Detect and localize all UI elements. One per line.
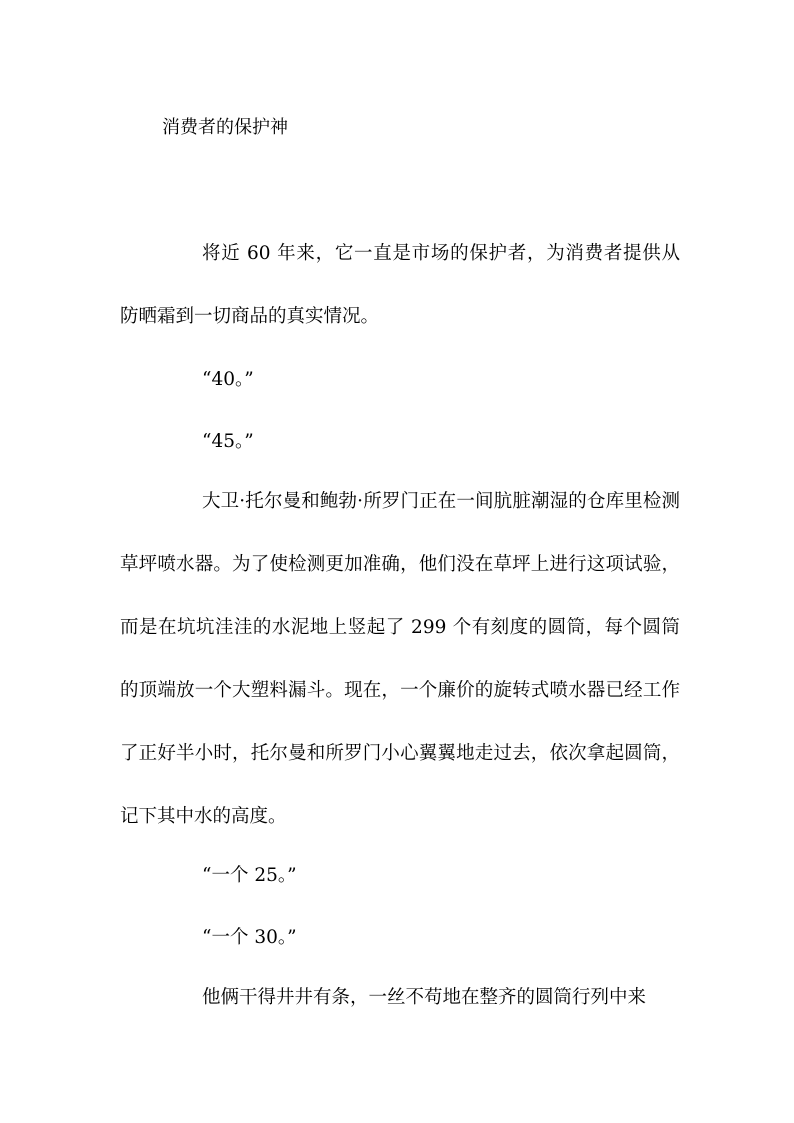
article-title: 消费者的保护神	[162, 117, 288, 138]
paragraph-body: 大卫·托尔曼和鲍勃·所罗门正在一间肮脏潮湿的仓库里检测草坪喷水器。为了使检测更加准确，他们没在草坪上进行这项试验，而是在坑坑洼洼的水泥地上竖起了 299 个有刻度的圆筒，每个圆筒的顶端放一个大塑料漏斗。现在，一个廉价的旋转式喷水器已经工作了正好半小时，托尔曼和所罗门小心翼翼地走过去，依次拿起圆筒，记下其中水的高度。	[120, 491, 680, 827]
paragraph-intro: 将近 60 年来，它一直是市场的保护者，为消费者提供从防晒霜到一切商品的真实情况。	[120, 243, 680, 327]
quote-line: “一个 30。”	[202, 927, 297, 948]
quote-line: “一个 25。”	[202, 865, 297, 886]
quote-line: “40。”	[202, 369, 254, 390]
paragraph-continued: 他俩干得井井有条，一丝不苟地在整齐的圆筒行列中来	[202, 987, 647, 1008]
quote-line: “45。”	[202, 431, 254, 452]
